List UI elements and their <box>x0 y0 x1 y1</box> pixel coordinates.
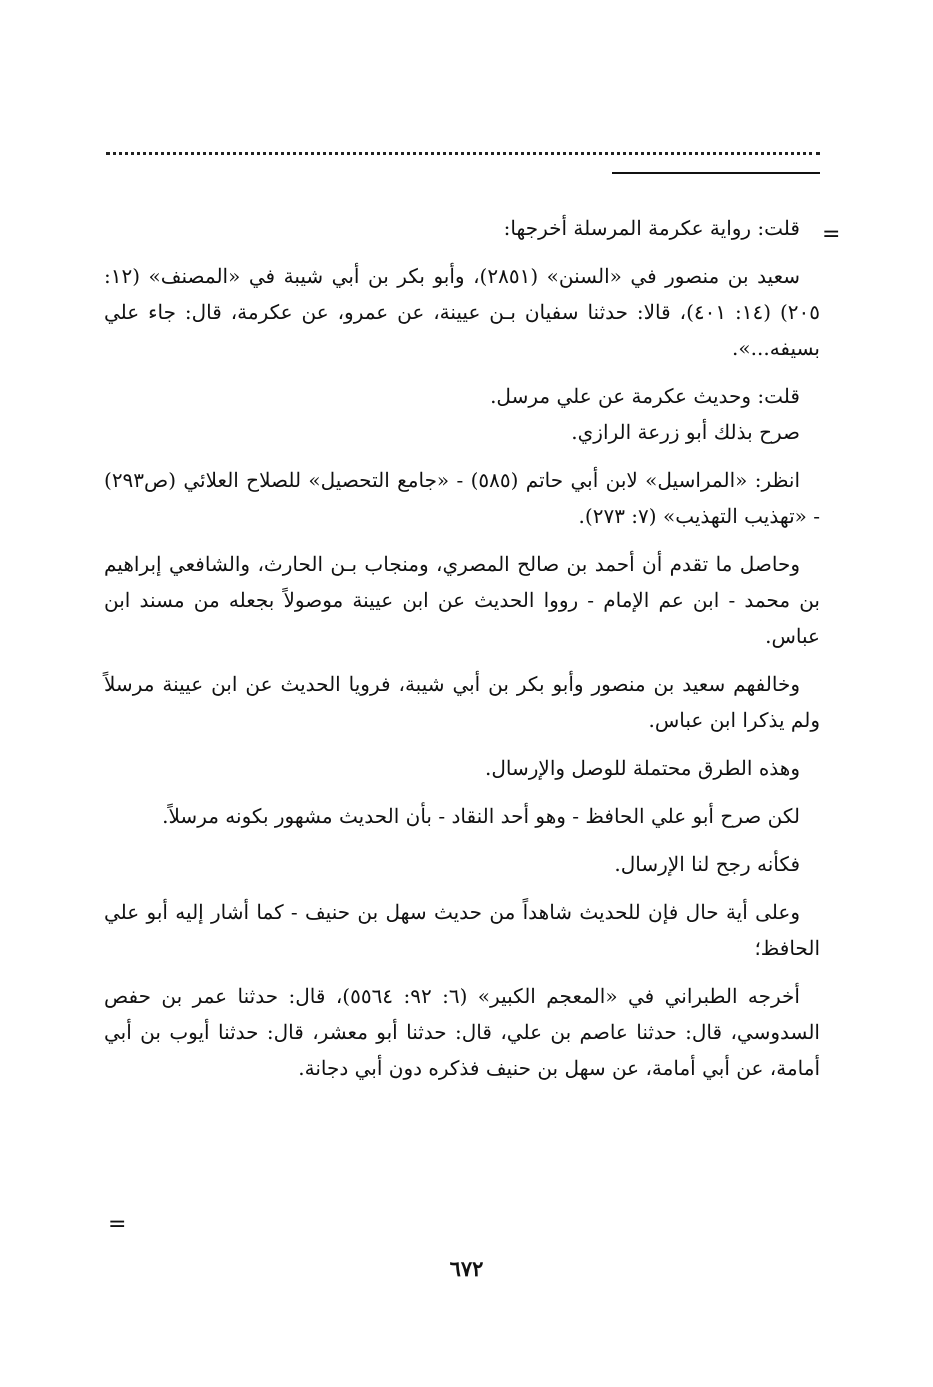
footnote-dotted-separator <box>106 152 820 155</box>
footnote-text <box>104 210 820 1098</box>
paragraph-10: فكأنه رجح لنا الإرسال. <box>614 852 800 876</box>
paragraph-2: سعيد بن منصور في «السنن» (٢٨٥١)، وأبو بكر بن أبي شيبة في «المصنف» (١٢: ٢٠٥) (١٤: ٤٠١)، قالا: حدثنا سفيان بـن عيينة، عن عمرو، عن عكرمة، قال: جاء علي بسيفه...». <box>104 264 820 360</box>
continuation-mark-top: = <box>822 222 841 247</box>
continuation-mark-bottom: = <box>108 1212 127 1237</box>
paragraph-6: وحاصل ما تقدم أن أحمد بن صالح المصري، ومنجاب بـن الحارث، والشافعي إبراهيم بن محمد - ابن عم الإمام - رووا الحديث عن ابن عيينة موصولاً بجعله من مسند ابن عباس. <box>104 552 820 648</box>
paragraph-9: لكن صرح أبو علي الحافظ - وهو أحد النقاد - بأن الحديث مشهور بكونه مرسلاً. <box>162 804 800 828</box>
paragraph-4: صرح بذلك أبو زرعة الرازي. <box>571 420 800 444</box>
paragraph-7: وخالفهم سعيد بن منصور وأبو بكر بن أبي شيبة، فرويا الحديث عن ابن عيينة مرسلاً ولم يذكرا ابن عباس. <box>104 672 820 732</box>
paragraph-12: أخرجه الطبراني في «المعجم الكبير» (٦: ٩٢: ٥٥٦٤)، قال: حدثنا عمر بن حفص السدوسي، قال: حدثنا عاصم بن علي، قال: حدثنا أبو معشر، قال: حدثنا أيوب بن أبي أمامة، عن أبي أمامة، عن سهل بن حنيف فذكره دون أبي دجانة. <box>104 984 820 1080</box>
paragraph-11: وعلى أية حال فإن للحديث شاهداً من حديث سهل بن حنيف - كما أشار إليه أبو علي الحافظ؛ <box>104 900 820 960</box>
paragraph-3: قلت: وحديث عكرمة عن علي مرسل. <box>490 384 800 408</box>
page-number: ٦٧٢ <box>449 1256 484 1281</box>
footnote-short-rule <box>612 172 820 174</box>
paragraph-5: انظر: «المراسيل» لابن أبي حاتم (٥٨٥) - «جامع التحصيل» للصلاح العلائي (ص٢٩٣) - «تهذيب التهذيب» (٧: ٢٧٣). <box>104 468 820 528</box>
paragraph-8: وهذه الطرق محتملة للوصل والإرسال. <box>485 756 800 780</box>
paragraph-1: قلت: رواية عكرمة المرسلة أخرجها: <box>503 216 800 240</box>
